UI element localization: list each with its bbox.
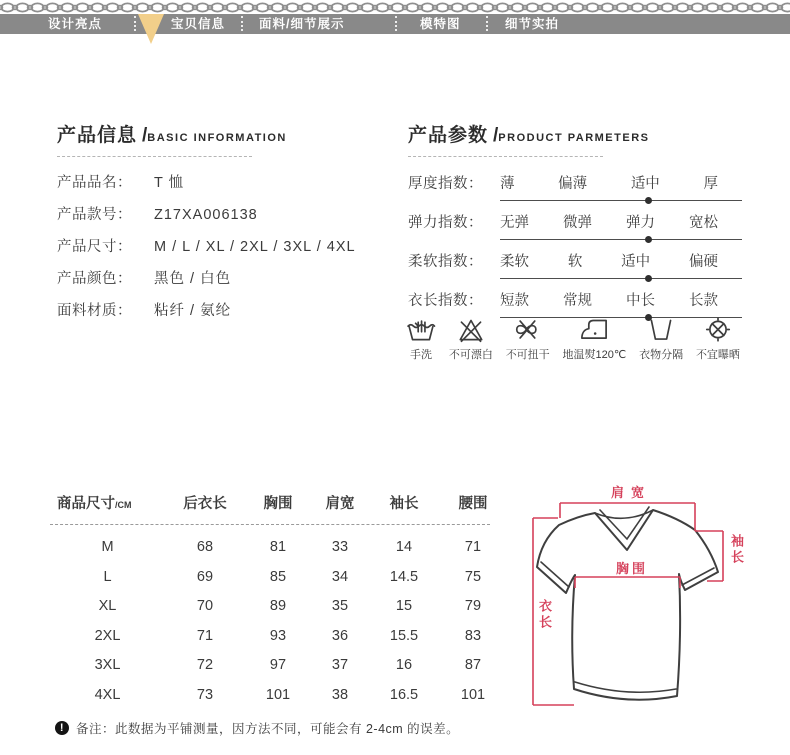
column-header-shoulder: 肩宽 [325, 496, 355, 512]
care-item [696, 316, 740, 362]
size-table-header [50, 492, 495, 513]
shoulder-width-label: 肩宽 [610, 485, 651, 500]
value-cell: 83 [464, 627, 482, 644]
care-label: 手洗 [410, 349, 432, 361]
table-row [50, 563, 495, 593]
param-option: 薄 [500, 176, 515, 192]
param-option: 宽松 [689, 215, 718, 231]
info-row-sizes [57, 239, 392, 256]
value-cell: 68 [196, 539, 214, 555]
value-cell: 69 [196, 568, 214, 585]
section-subtitle: PRODUCT PARMETERS [498, 132, 650, 144]
value-cell: 75 [464, 568, 482, 585]
care-item [449, 316, 493, 362]
info-row-style-number [57, 207, 392, 224]
value-cell: 97 [269, 657, 287, 673]
low-temp-iron-icon [579, 316, 609, 343]
size-cell: 2XL [94, 627, 121, 644]
param-option: 微弹 [563, 215, 592, 231]
param-scale [500, 214, 742, 240]
size-cell: M [101, 539, 114, 555]
tshirt-measurement-diagram [508, 468, 760, 723]
parameters-header [408, 120, 742, 147]
care-label: 不宜曝晒 [695, 349, 740, 361]
basic-info-section [57, 120, 392, 335]
selected-dot [645, 197, 652, 204]
param-option: 适中 [630, 176, 660, 192]
dashed-divider [408, 156, 603, 157]
param-label: 弹力指数： [408, 215, 483, 231]
param-label: 柔软指数： [408, 254, 483, 270]
section-title: 产品参数 [408, 125, 489, 146]
section-slash: / [142, 125, 148, 146]
value-cell: 38 [331, 686, 349, 703]
section-subtitle: BASIC INFORMATION [147, 132, 287, 144]
param-scale [500, 253, 742, 279]
param-row-garment-length [408, 292, 742, 318]
table-row [50, 592, 495, 622]
tab-detail-shots[interactable]: 细节实拍 [505, 17, 560, 31]
param-option: 适中 [621, 254, 651, 270]
dashed-divider [57, 156, 252, 157]
param-row-elasticity [408, 214, 742, 240]
no-bleach-icon [457, 316, 485, 343]
section-title: 产品信息 [57, 125, 138, 146]
table-row [50, 651, 495, 681]
value-cell: 37 [331, 657, 349, 673]
info-label: 产品品名： [57, 175, 132, 191]
value-cell: 79 [464, 598, 482, 614]
value-cell: 101 [460, 686, 486, 703]
tshirt-outline-drawing [508, 468, 760, 723]
exclamation-icon: ! [55, 721, 69, 735]
param-option: 柔软 [500, 254, 529, 270]
table-row [50, 622, 495, 652]
care-label: 不可扭干 [505, 349, 550, 361]
care-label: 地温熨120℃ [562, 349, 627, 361]
value-cell: 16.5 [389, 686, 419, 703]
size-cell: 3XL [94, 657, 121, 673]
param-scale [500, 175, 742, 201]
param-option: 无弹 [500, 215, 529, 231]
separate-garments-icon [647, 316, 675, 343]
param-label: 衣长指数： [408, 293, 483, 309]
param-option: 短款 [500, 293, 529, 309]
value-cell: 93 [269, 627, 287, 644]
size-cell: 4XL [94, 686, 121, 703]
param-option: 偏硬 [688, 254, 718, 270]
selected-dot [645, 275, 652, 282]
hand-wash-icon [406, 316, 436, 343]
tab-separator [134, 16, 136, 31]
info-row-product-name [57, 175, 392, 192]
info-label: 面料材质： [57, 303, 132, 319]
param-option: 长款 [689, 293, 718, 309]
column-header-chest: 胸围 [263, 496, 293, 512]
param-option: 常规 [563, 293, 592, 309]
care-item [639, 316, 683, 362]
tab-design-highlights[interactable]: 设计亮点 [48, 17, 103, 31]
param-option: 软 [567, 254, 583, 270]
column-header-waist: 腰围 [458, 496, 488, 512]
garment-length-label: 衣长 [537, 599, 552, 631]
tab-item-info[interactable]: 宝贝信息 [171, 17, 226, 31]
table-dashed-divider [50, 524, 490, 525]
basic-info-header [57, 120, 392, 147]
param-option: 偏薄 [558, 176, 588, 192]
tab-separator [241, 16, 243, 31]
info-value: T 恤 [154, 175, 185, 191]
param-option: 厚 [703, 176, 718, 192]
table-row [50, 681, 495, 711]
value-cell: 70 [196, 598, 214, 614]
care-item [406, 316, 436, 362]
value-cell: 101 [265, 686, 291, 703]
size-cell: L [103, 568, 112, 585]
care-item [506, 316, 550, 362]
param-row-softness [408, 253, 742, 279]
value-cell: 85 [269, 568, 287, 585]
parameters-section [408, 120, 742, 331]
value-cell: 35 [331, 598, 349, 614]
info-label: 产品款号： [57, 207, 132, 223]
tab-separator [486, 16, 488, 31]
care-instructions-row [406, 316, 740, 362]
measurement-note [55, 719, 459, 737]
param-row-thickness [408, 175, 742, 201]
info-row-material [57, 303, 392, 320]
tab-model-photos[interactable]: 模特图 [420, 17, 461, 31]
value-cell: 71 [464, 539, 482, 555]
info-value: 粘纤 / 氨纶 [154, 303, 232, 319]
no-sun-exposure-icon [704, 316, 732, 343]
section-nav-bar [0, 14, 790, 34]
value-cell: 16 [395, 657, 413, 673]
info-value: M / L / XL / 2XL / 3XL / 4XL [154, 239, 356, 255]
param-scale [500, 292, 742, 318]
value-cell: 15 [395, 598, 413, 614]
column-header-sleeve: 袖长 [389, 496, 419, 512]
param-option: 中长 [626, 293, 655, 309]
info-row-colors [57, 271, 392, 288]
note-text: 备注：此数据为平铺测量，因方法不同，可能会有 2-4cm 的误差。 [76, 722, 460, 736]
section-slash: / [493, 125, 499, 146]
value-cell: 14 [395, 539, 413, 555]
value-cell: 14.5 [389, 568, 419, 585]
tab-fabric-details[interactable]: 面料/细节展示 [259, 17, 345, 31]
value-cell: 36 [331, 627, 349, 644]
size-cell: XL [98, 598, 117, 614]
value-cell: 34 [331, 568, 349, 585]
value-cell: 73 [196, 686, 214, 703]
value-cell: 81 [269, 539, 287, 555]
size-chart-table [50, 492, 495, 710]
care-item [563, 316, 627, 362]
selected-dot [645, 236, 652, 243]
active-tab-triangle-marker [138, 14, 164, 44]
info-label: 产品颜色： [57, 271, 132, 287]
no-wring-icon [511, 316, 545, 343]
value-cell: 89 [269, 598, 287, 614]
param-label: 厚度指数： [408, 176, 483, 192]
column-header-back-length: 后衣长 [183, 496, 227, 512]
sleeve-length-label: 袖长 [729, 534, 744, 566]
size-table-title: 商品尺寸/CM [57, 496, 132, 512]
info-value: Z17XA006138 [154, 207, 258, 223]
info-label: 产品尺寸： [57, 239, 132, 255]
chain-border-decoration [0, 1, 790, 14]
param-option: 弹力 [626, 215, 655, 231]
info-value: 黑色 / 白色 [154, 271, 232, 287]
value-cell: 33 [331, 539, 349, 555]
value-cell: 71 [196, 627, 214, 644]
table-row [50, 533, 495, 563]
value-cell: 87 [464, 657, 482, 673]
value-cell: 15.5 [389, 627, 419, 644]
tab-separator [395, 16, 397, 31]
chest-label: 胸围 [615, 561, 648, 576]
care-label: 衣物分隔 [639, 349, 684, 361]
value-cell: 72 [196, 657, 214, 673]
care-label: 不可漂白 [448, 349, 493, 361]
